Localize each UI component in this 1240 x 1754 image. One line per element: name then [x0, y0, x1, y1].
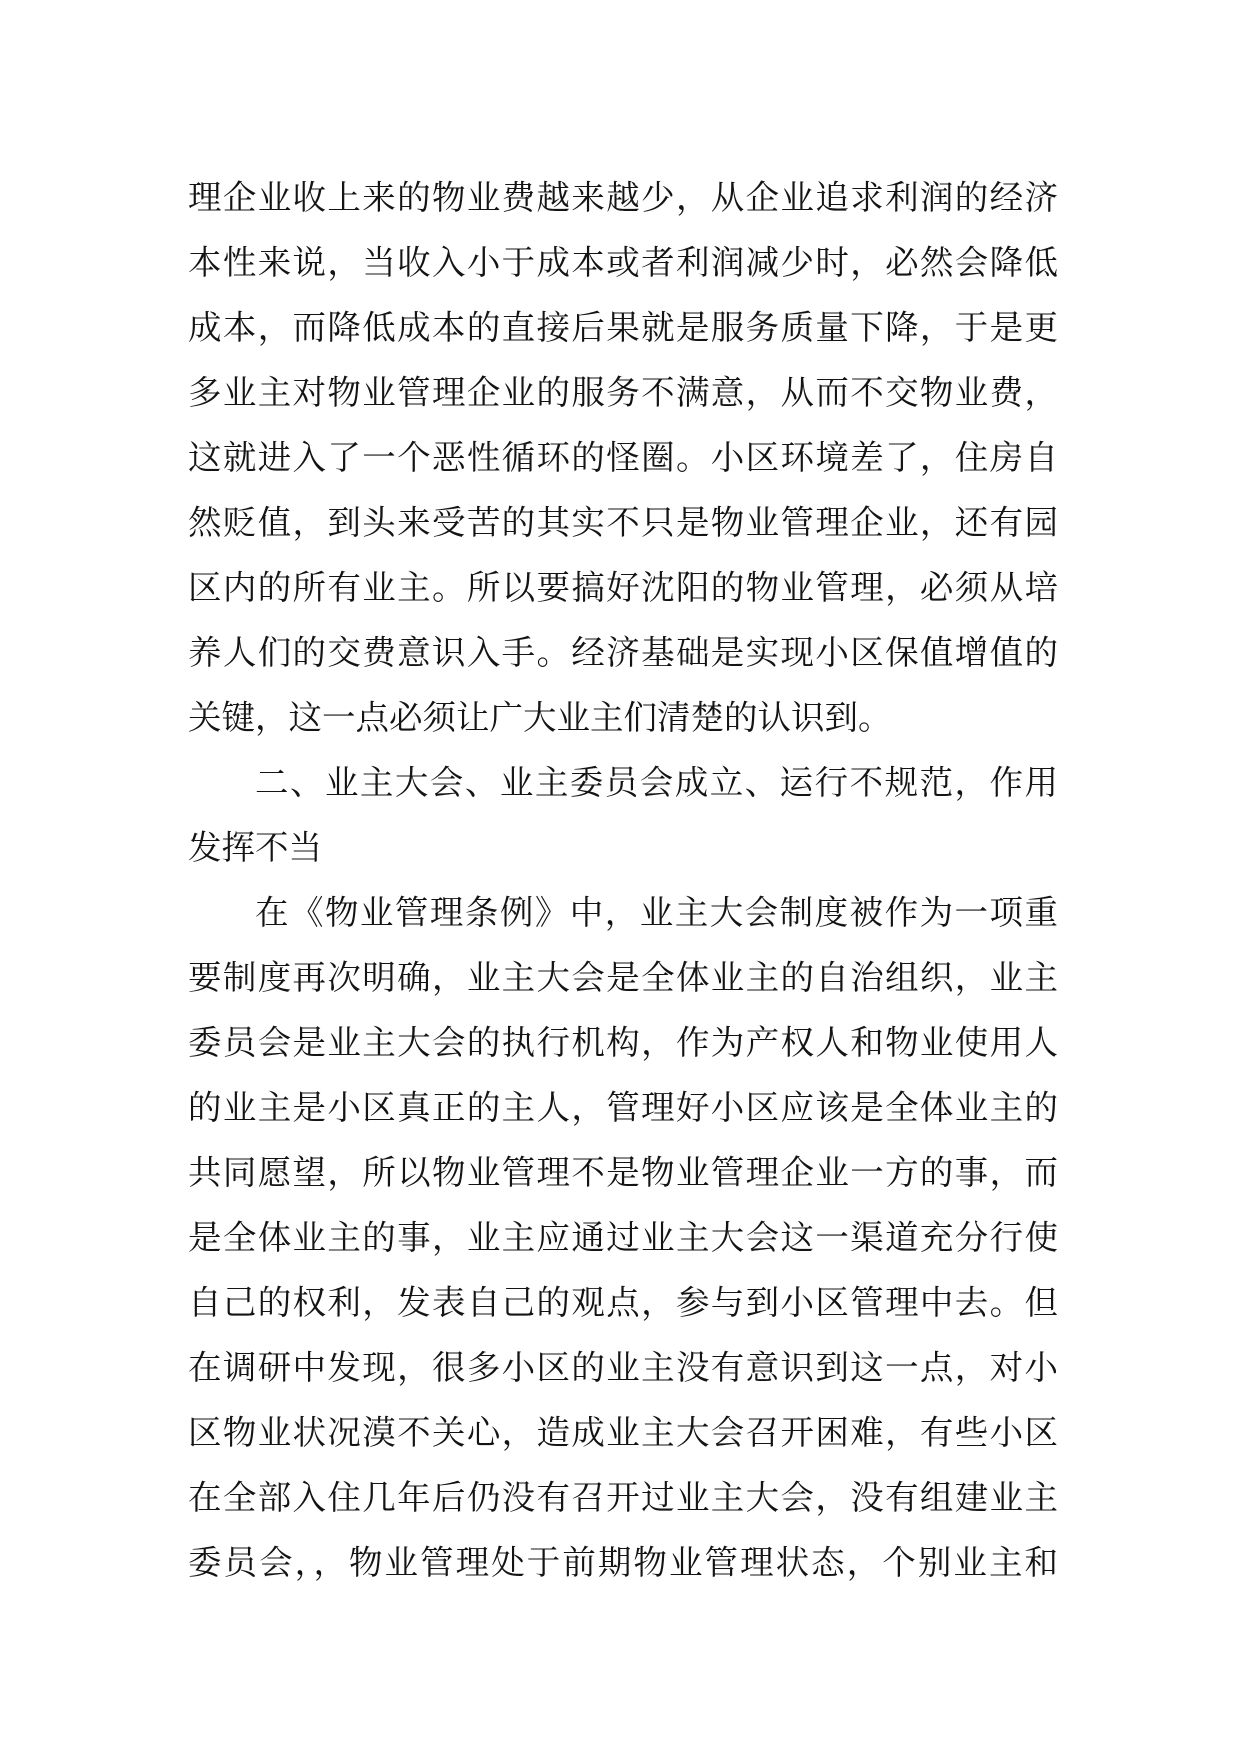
- text-line: 这就进入了一个恶性循环的怪圈。小区环境差了，住房自: [188, 438, 1058, 477]
- text-line: 在《物业管理条例》中，业主大会制度被作为一项重: [255, 893, 1058, 932]
- text-line: 理企业收上来的物业费越来越少，从企业追求利润的经济: [188, 178, 1058, 217]
- text-line: 养人们的交费意识入手。经济基础是实现小区保值增值的: [188, 633, 1058, 672]
- text-line: 关键，这一点必须让广大业主们清楚的认识到。: [188, 698, 892, 737]
- section-heading-line: 发挥不当: [188, 828, 322, 867]
- text-line: 区内的所有业主。所以要搞好沈阳的物业管理，必须从培: [188, 568, 1058, 607]
- text-line: 的业主是小区真正的主人，管理好小区应该是全体业主的: [188, 1088, 1058, 1127]
- text-line: 区物业状况漠不关心，造成业主大会召开困难，有些小区: [188, 1413, 1058, 1452]
- text-line: 要制度再次明确，业主大会是全体业主的自治组织，业主: [188, 958, 1058, 997]
- text-line: 是全体业主的事，业主应通过业主大会这一渠道充分行使: [188, 1218, 1058, 1257]
- text-line: 共同愿望，所以物业管理不是物业管理企业一方的事，而: [188, 1153, 1058, 1192]
- section-heading-line: 二、业主大会、业主委员会成立、运行不规范，作用: [255, 763, 1058, 802]
- text-line: 委员会，，物业管理处于前期物业管理状态，个别业主和: [188, 1543, 1058, 1582]
- text-line: 成本，而降低成本的直接后果就是服务质量下降，于是更: [188, 308, 1058, 347]
- text-line: 在全部入住几年后仍没有召开过业主大会，没有组建业主: [188, 1478, 1058, 1517]
- text-line: 多业主对物业管理企业的服务不满意，从而不交物业费，: [188, 373, 1058, 412]
- body-text: [188, 165, 1058, 1595]
- text-line: 自己的权利，发表自己的观点，参与到小区管理中去。但: [188, 1283, 1058, 1322]
- text-line: 本性来说，当收入小于成本或者利润减少时，必然会降低: [188, 243, 1058, 282]
- text-line: 委员会是业主大会的执行机构，作为产权人和物业使用人: [188, 1023, 1058, 1062]
- text-line: 然贬值，到头来受苦的其实不只是物业管理企业，还有园: [188, 503, 1058, 542]
- text-line: 在调研中发现，很多小区的业主没有意识到这一点，对小: [188, 1348, 1058, 1387]
